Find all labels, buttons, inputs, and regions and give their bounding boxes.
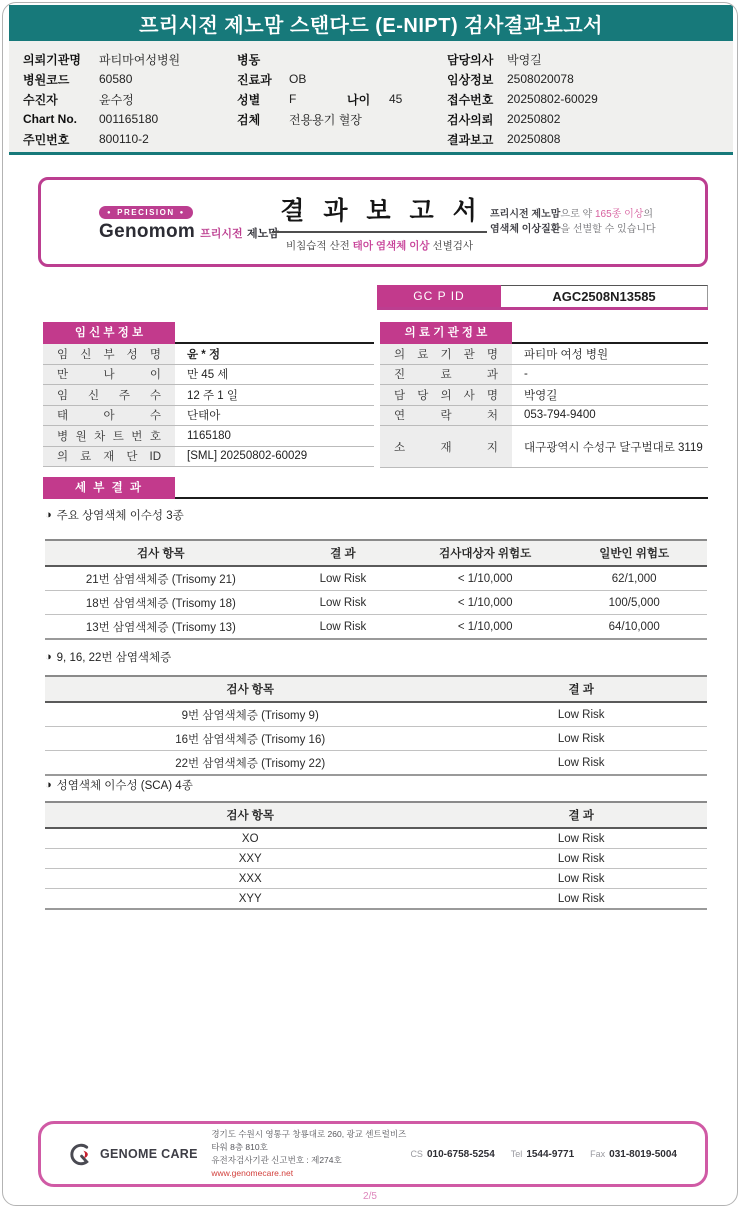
row-label: 만 나 이 [57,369,161,382]
genomom-logo [41,201,279,244]
col-header: 결 과 [277,540,409,566]
row-value: 대구광역시 수성구 달구벌대로 3119 [524,441,703,454]
table-row [380,365,708,386]
row-value: 파티마 여성 병원 [524,348,609,361]
cell: Low Risk [455,849,707,869]
brand-name: Genomom [99,221,196,243]
cell: < 1/10,000 [409,591,561,615]
report-title: 결 과 보 고 서 [272,191,487,233]
cell: 16번 삼염색체증 (Trisomy 16) [45,727,455,751]
clinic-info-table [380,322,708,468]
note-line-1: 프리시전 제노맘으로 약 165종 이상의 [490,208,654,220]
cell: < 1/10,000 [409,566,561,591]
table-row [380,406,708,427]
field-value: OB [289,72,307,86]
half-circle-bullet-icon: ◑ [45,651,52,663]
cell: 22번 삼염색체증 (Trisomy 22) [45,751,455,776]
detail-results-title: 세 부 결 과 [43,477,175,499]
info-row [447,129,732,149]
row-label: 담 당 의 사 명 [394,389,498,402]
requisition-col-2 [237,49,442,129]
field-value: F [289,92,297,106]
address-line-1: 경기도 수원시 영통구 창룡대로 260, 광교 센트럴비즈타워 8층 810호 [211,1128,407,1152]
field-label: 성별 [237,92,261,107]
col-header: 검사 항목 [45,676,455,702]
field-label: 병동 [237,52,261,67]
cell: 18번 삼염색체증 (Trisomy 18) [45,591,277,615]
cell: Low Risk [455,751,707,776]
cell: < 1/10,000 [409,615,561,640]
cell: XO [45,828,455,849]
row-label: 진 료 과 [394,369,498,382]
info-row [23,89,235,109]
mother-info-table [43,322,374,467]
secondary-section-caption: ◑ 9, 16, 22번 삼염색체증 [45,651,172,664]
cell: Low Risk [277,615,409,640]
table-row [43,426,374,447]
row-label: 임 신 주 수 [57,389,161,402]
cell: Low Risk [277,566,409,591]
row-label: 태 아 수 [57,410,161,423]
gc-p-id-label: GC P ID [377,285,501,307]
table-row [45,702,707,727]
primary-section-caption: ◑ 주요 상염색체 이수성 3종 [45,509,184,522]
cell: 62/1,000 [561,566,707,591]
secondary-results-table [45,675,707,776]
field-value: 800110-2 [99,132,149,146]
genome-care-mark-icon [67,1141,94,1168]
table-row [45,591,707,615]
footer-contacts [410,1149,705,1160]
table-row [43,406,374,427]
cell: Low Risk [455,889,707,910]
field-label: 담당의사 [447,52,494,67]
field-value: 20250802-60029 [507,92,598,106]
col-header: 결 과 [455,802,707,828]
requisition-info [9,41,733,155]
table-row [45,828,707,849]
row-value: 박영길 [524,389,558,402]
field-value: 파티마여성병원 [99,52,181,67]
brand-kr-precision: 프리시전 [200,228,243,241]
field-label: Chart No. [23,112,77,126]
table-row [43,344,374,365]
table-row [43,447,374,468]
footer-card [38,1121,708,1187]
info-row [447,69,732,89]
half-circle-bullet-icon: ◑ [45,779,52,791]
cell: Low Risk [455,869,707,889]
cell: XXY [45,849,455,869]
footer-address [211,1128,410,1181]
info-row [23,129,235,149]
row-value: 12 주 1 일 [187,389,238,402]
cell: 13번 삼염색체증 (Trisomy 13) [45,615,277,640]
sca-results-table [45,801,707,910]
table-row [380,385,708,406]
info-row [23,69,235,89]
row-value: [SML] 20250802-60029 [187,450,308,463]
address-line-2: 유전자검사기관 신고번호 : 제274호 [211,1155,342,1165]
screening-note [490,207,705,238]
cell: Low Risk [455,702,707,727]
row-label: 소 재 지 [394,441,498,454]
table-row [45,849,707,869]
subtitle-highlight: 태아 염색체 이상 [352,240,430,252]
row-label: 연 락 처 [394,410,498,423]
col-header: 일반인 위험도 [561,540,707,566]
report-banner-title: 프리시전 제노맘 스탠다드 (E-NIPT) 검사결과보고서 [9,5,733,41]
col-header: 검사대상자 위험도 [409,540,561,566]
dot-icon: ● [179,209,185,216]
result-report-card [38,177,708,267]
gc-p-id-strip [377,285,708,310]
row-value: - [524,368,528,381]
field-label: 임상정보 [447,72,494,87]
field-label: 결과보고 [447,132,494,147]
field-value: 45 [389,92,403,106]
field-value: 박영길 [507,52,542,67]
dot-icon: ● [107,209,113,216]
field-label: 진료과 [237,72,272,87]
primary-results-table [45,539,707,640]
half-circle-bullet-icon: ◑ [45,509,52,521]
table-row [43,365,374,386]
row-value: 단태아 [187,410,221,423]
col-header: 결 과 [455,676,707,702]
table-row [45,727,707,751]
row-value: 1165180 [187,429,231,442]
table-row [45,869,707,889]
field-value: 60580 [99,72,133,86]
field-value: 전용용기 혈장 [289,112,362,127]
page-number: 2/5 [363,1191,377,1202]
row-label: 의 료 재 단 ID [57,451,161,464]
report-title-block [269,191,490,253]
field-label: 접수번호 [447,92,494,107]
field-value: 20250802 [507,112,561,126]
col-header: 검사 항목 [45,540,277,566]
cell: XYY [45,889,455,910]
genome-care-wordmark: GENOME CARE [100,1147,198,1161]
table-row [45,566,707,591]
sca-section-caption: ◑ 성염색체 이수성 (SCA) 4종 [45,779,193,792]
brand-kr-genomom: 제노맘 [247,228,279,241]
gc-p-id-value: AGC2508N13585 [501,285,708,307]
table-row [45,889,707,910]
cell: Low Risk [455,727,707,751]
field-label: 검사의뢰 [447,112,494,127]
field-value: 20250808 [507,132,561,146]
info-row [237,89,442,109]
table-row [45,615,707,640]
field-label: 검체 [237,112,261,127]
row-label: 병 원 차 트 번 호 [57,430,161,443]
report-subtitle: 비침습적 산전 태아 염색체 이상 선별검사 [285,240,474,252]
table-row [43,385,374,406]
precision-badge [99,206,193,219]
brand-wordmark [99,221,279,243]
info-row [447,89,732,109]
field-label: 주민번호 [23,132,70,147]
row-value: 만 45 세 [187,369,229,382]
info-row [447,109,732,129]
field-label: 나이 [347,92,371,107]
row-label: 의 료 기 관 명 [394,348,498,361]
field-value: 2508020078 [507,72,574,86]
row-label: 임 신 부 성 명 [57,348,161,361]
field-label: 의뢰기관명 [23,52,81,67]
precision-badge-label: PRECISION [117,208,175,218]
info-row [237,109,442,129]
table-row [380,344,708,365]
genome-care-logo [41,1141,211,1168]
table-row [45,751,707,776]
table-row [380,426,708,468]
clinic-info-title: 의 료 기 관 정 보 [380,322,512,344]
requisition-col-1 [23,49,235,149]
col-header: 검사 항목 [45,802,455,828]
cell: 100/5,000 [561,591,707,615]
cell: 21번 삼염색체증 (Trisomy 21) [45,566,277,591]
contact-tel: Tel 1544-9771 [510,1148,575,1160]
info-row [237,49,442,69]
row-value: 053-794-9400 [524,409,596,422]
cell: Low Risk [277,591,409,615]
info-row [23,109,235,129]
field-label: 수진자 [23,92,58,107]
mother-info-title: 임 신 부 정 보 [43,322,175,344]
detail-results-section [43,477,708,499]
row-value: 윤 * 정 [187,348,221,361]
info-row [447,49,732,69]
field-label: 병원코드 [23,72,70,87]
report-page [2,2,738,1206]
note-line-2: 염색체 이상질환을 선별할 수 있습니다 [490,224,656,235]
contact-fax: Fax 031-8019-5004 [590,1148,677,1160]
info-row [237,69,442,89]
requisition-col-3 [447,49,732,149]
field-value: 윤수정 [99,92,134,107]
cell: 64/10,000 [561,615,707,640]
contact-cs: CS 010-6758-5254 [410,1148,495,1160]
info-row [23,49,235,69]
website-link[interactable]: www.genomecare.net [211,1168,294,1179]
cell: Low Risk [455,828,707,849]
cell: 9번 삼염색체증 (Trisomy 9) [45,702,455,727]
field-value: 001165180 [99,112,159,126]
cell: XXX [45,869,455,889]
